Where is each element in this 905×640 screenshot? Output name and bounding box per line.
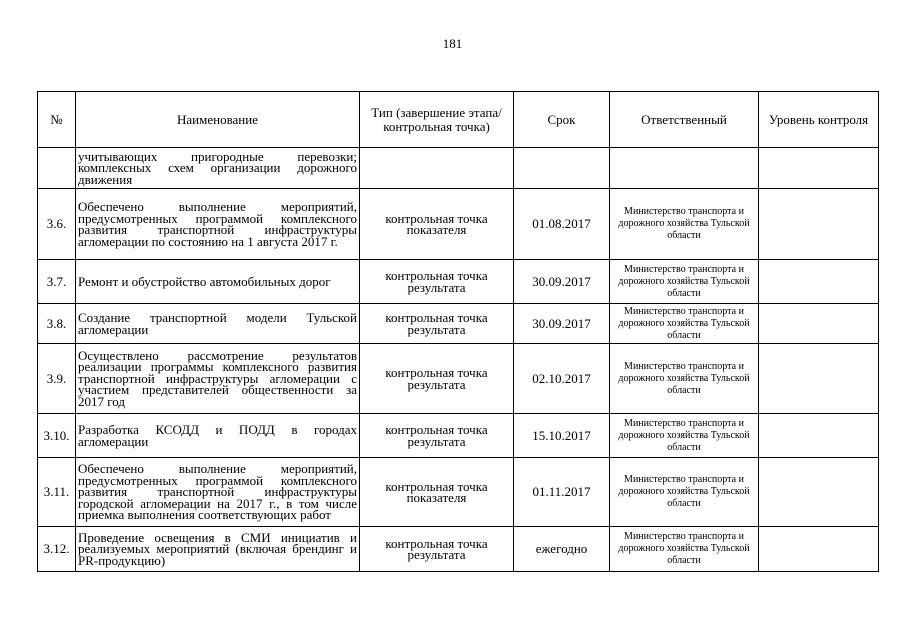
row-responsible: Министерство транспорта и дорожного хозяйства Тульской области	[610, 189, 759, 260]
row-control-level	[759, 304, 879, 344]
row-date: 01.11.2017	[514, 458, 610, 527]
row-type: контрольная точка результата	[360, 527, 514, 572]
row-control-level	[759, 344, 879, 414]
row-name: Обеспечено выполнение мероприятий, предусмотренных программой комплексного развития транспортной инфраструктуры агломерации по состоянию на 1 августа 2017 г.	[76, 189, 360, 260]
row-name: Обеспечено выполнение мероприятий, предусмотренных программой комплексного развития транспортной инфраструктуры городской агломерации на 2017 г., в том числе приемка выполнения соответствующих работ	[76, 458, 360, 527]
row-num: 3.12.	[38, 527, 76, 572]
row-name: учитывающих пригородные перевозки; комплексных схем организации дорожного движения	[76, 148, 360, 189]
row-responsible: Министерство транспорта и дорожного хозяйства Тульской области	[610, 304, 759, 344]
row-name: Проведение освещения в СМИ инициатив и реализуемых мероприятий (включая брендинг и PR-продукцию)	[76, 527, 360, 572]
row-num: 3.10.	[38, 414, 76, 458]
row-type: контрольная точка результата	[360, 344, 514, 414]
row-type: контрольная точка показателя	[360, 189, 514, 260]
row-name: Разработка КСОДД и ПОДД в городах агломерации	[76, 414, 360, 458]
table-row	[38, 344, 879, 414]
table-row	[38, 189, 879, 260]
page-number: 181	[442, 36, 463, 51]
table-row	[38, 304, 879, 344]
row-date: 02.10.2017	[514, 344, 610, 414]
row-date	[514, 148, 610, 189]
row-date: 30.09.2017	[514, 260, 610, 304]
row-responsible: Министерство транспорта и дорожного хозяйства Тульской области	[610, 344, 759, 414]
row-name: Осуществлено рассмотрение результатов реализации программы комплексного развития транспортной инфраструктуры агломерации с участием представителей общественности за 2017 год	[76, 344, 360, 414]
row-name: Создание транспортной модели Тульской агломерации	[76, 304, 360, 344]
row-type: контрольная точка результата	[360, 304, 514, 344]
row-date: 01.08.2017	[514, 189, 610, 260]
row-date: 15.10.2017	[514, 414, 610, 458]
row-type	[360, 148, 514, 189]
row-num: 3.8.	[38, 304, 76, 344]
row-type: контрольная точка показателя	[360, 458, 514, 527]
header-name: Наименование	[76, 92, 360, 148]
header-responsible: Ответственный	[610, 92, 759, 148]
table-row	[38, 458, 879, 527]
row-control-level	[759, 189, 879, 260]
plan-table	[37, 91, 879, 572]
row-responsible: Министерство транспорта и дорожного хозяйства Тульской области	[610, 527, 759, 572]
row-responsible	[610, 148, 759, 189]
row-control-level	[759, 148, 879, 189]
row-responsible: Министерство транспорта и дорожного хозяйства Тульской области	[610, 260, 759, 304]
header-num: №	[38, 92, 76, 148]
row-responsible: Министерство транспорта и дорожного хозяйства Тульской области	[610, 414, 759, 458]
row-num: 3.9.	[38, 344, 76, 414]
table-row	[38, 148, 879, 189]
header-type: Тип (завершение этапа/контрольная точка)	[360, 92, 514, 148]
row-control-level	[759, 458, 879, 527]
table-row	[38, 527, 879, 572]
row-responsible: Министерство транспорта и дорожного хозяйства Тульской области	[610, 458, 759, 527]
row-control-level	[759, 527, 879, 572]
row-num: 3.11.	[38, 458, 76, 527]
row-num: 3.7.	[38, 260, 76, 304]
row-date: 30.09.2017	[514, 304, 610, 344]
row-control-level	[759, 414, 879, 458]
header-control-level: Уровень контроля	[759, 92, 879, 148]
row-date: ежегодно	[514, 527, 610, 572]
row-type: контрольная точка результата	[360, 414, 514, 458]
table-row	[38, 260, 879, 304]
table-row	[38, 414, 879, 458]
row-name: Ремонт и обустройство автомобильных дорог	[76, 260, 360, 304]
table-header-row	[38, 92, 879, 148]
row-control-level	[759, 260, 879, 304]
row-num: 3.6.	[38, 189, 76, 260]
row-type: контрольная точка результата	[360, 260, 514, 304]
row-num	[38, 148, 76, 189]
header-date: Срок	[514, 92, 610, 148]
